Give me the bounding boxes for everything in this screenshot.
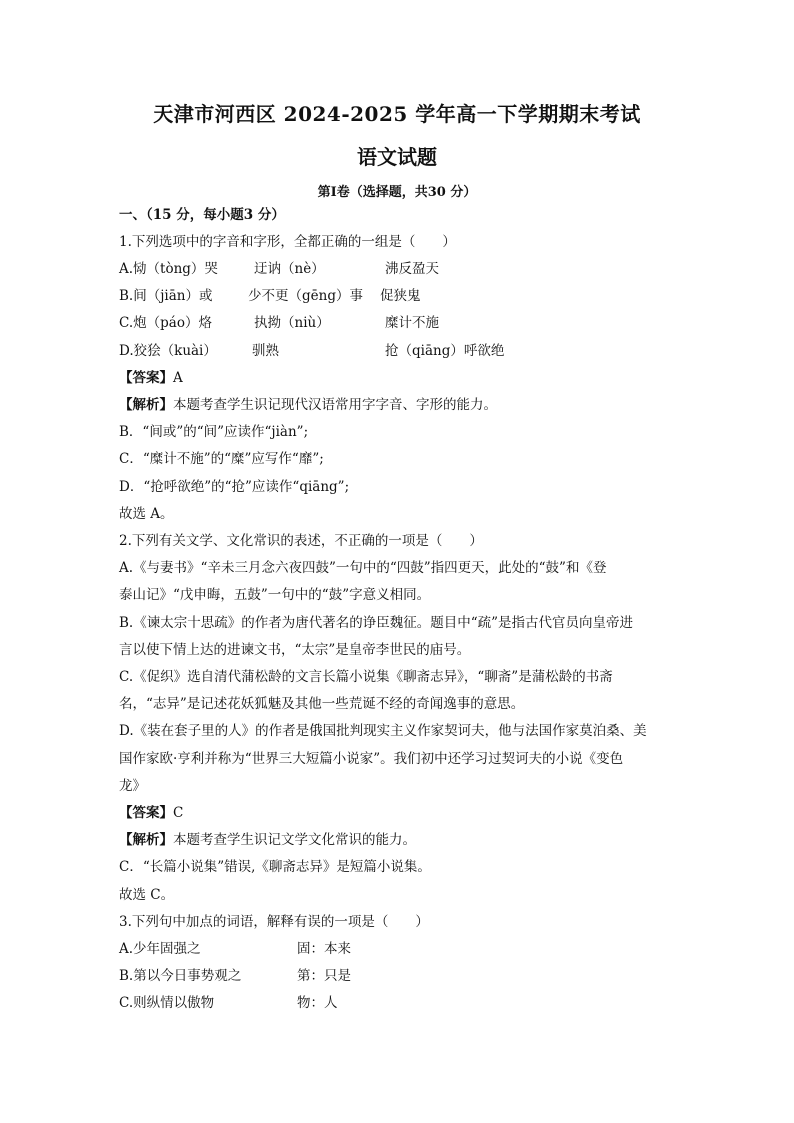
- q2-line: C.《促织》选自清代蒲松龄的文言长篇小说集《聊斋志异》，“聊斋”是蒲松龄的书斋: [119, 669, 613, 685]
- q2-conclusion: 故选 C。: [119, 887, 175, 903]
- q1-answer: [119, 369, 183, 387]
- q2-line: 名，“志异”是记述花妖狐魅及其他一些荒诞不经的奇闻逸事的意思。: [119, 696, 525, 712]
- answer-value: A: [173, 370, 183, 386]
- q3-option-b-gloss: 第：只是: [297, 968, 351, 984]
- q1-note: D．“抢呼欲绝”的“抢”应读作“qiāng”;: [119, 479, 350, 495]
- q3-option-a: A.少年固强之: [119, 941, 201, 957]
- q1-analysis: [119, 396, 497, 414]
- q1-note: B．“间或”的“间”应读作“jiàn”;: [119, 424, 309, 440]
- q3-stem: 3.下列句中加点的词语，解释有误的一项是（ ）: [119, 914, 429, 930]
- q2-stem: 2.下列有关文学、文化常识的表述，不正确的一项是（ ）: [119, 533, 483, 549]
- q1-stem: 1.下列选项中的字音和字形，全都正确的一组是（ ）: [119, 234, 456, 250]
- analysis-text: 本题考查学生识记现代汉语常用字字音、字形的能力。: [173, 397, 497, 413]
- q2-line: A.《与妻书》“辛未三月念六夜四鼓”一句中的“四鼓”指四更天，此处的“鼓”和《登: [119, 560, 607, 576]
- q2-line: D.《装在套子里的人》的作者是俄国批判现实主义作家契诃夫，他与法国作家莫泊桑、美: [119, 723, 647, 739]
- q1-option-a-1: A.恸（tòng）哭: [119, 261, 218, 277]
- q2-line: 国作家欧·亨利并称为“世界三大短篇小说家”。我们初中还学习过契诃夫的小说《变色: [119, 751, 624, 767]
- q3-option-c: C.则纵情以傲物: [119, 995, 215, 1011]
- q1-option-b-1: B.间（jiān）或: [119, 288, 213, 304]
- exam-title: 天津市河西区 2024-2025 学年高一下学期期末考试: [153, 102, 641, 126]
- section-heading: 第Ⅰ卷（选择题，共30 分）: [317, 185, 477, 200]
- answer-label: 【答案】: [119, 805, 173, 821]
- q2-line: 泰山记》“戊申晦，五鼓”一句中的“鼓”字意义相同。: [119, 587, 431, 603]
- q2-note: C．“长篇小说集”错误,《聊斋志异》是短篇小说集。: [119, 859, 431, 875]
- q1-option-c-1: C.炮（páo）烙: [119, 315, 212, 331]
- analysis-text: 本题考查学生识记文学文化常识的能力。: [173, 832, 416, 848]
- answer-value: C: [173, 805, 184, 821]
- q1-conclusion: 故选 A。: [119, 506, 174, 522]
- q3-option-a-gloss: 固：本来: [297, 941, 351, 957]
- q1-option-c-3: 糜计不施: [385, 315, 439, 331]
- q2-line: B.《谏太宗十思疏》的作者为唐代著名的诤臣魏征。题目中“疏”是指古代官员向皇帝进: [119, 615, 634, 631]
- q1-option-d-3: 抢（qiāng）呼欲绝: [385, 343, 505, 359]
- q2-analysis: [119, 831, 416, 849]
- q3-option-c-gloss: 物：人: [297, 995, 338, 1011]
- analysis-label: 【解析】: [119, 832, 173, 848]
- q1-option-a-2: 迂讷（nè）: [254, 261, 325, 277]
- q3-option-b: B.第以今日事势观之: [119, 968, 242, 984]
- part-heading: 一、（15 分，每小题3 分）: [119, 207, 285, 223]
- q1-option-b-3: 促狭鬼: [380, 288, 421, 304]
- answer-label: 【答案】: [119, 370, 173, 386]
- q1-option-d-2: 驯熟: [252, 343, 279, 359]
- q1-option-c-2: 执拗（niù）: [254, 315, 330, 331]
- q1-option-b-2: 少不更（gēng）事: [248, 288, 363, 304]
- q2-line: 言以使下情上达的进谏文书，“太宗”是皇帝李世民的庙号。: [119, 642, 471, 658]
- q2-answer: [119, 804, 183, 822]
- analysis-label: 【解析】: [119, 397, 173, 413]
- q1-option-a-3: 沸反盈天: [385, 261, 439, 277]
- q1-note: C．“糜计不施”的“糜”应写作“靡”;: [119, 451, 324, 467]
- q2-line: 龙》: [119, 778, 146, 794]
- q1-option-d-1: D.狡狯（kuài）: [119, 343, 217, 359]
- exam-subtitle: 语文试题: [357, 145, 437, 169]
